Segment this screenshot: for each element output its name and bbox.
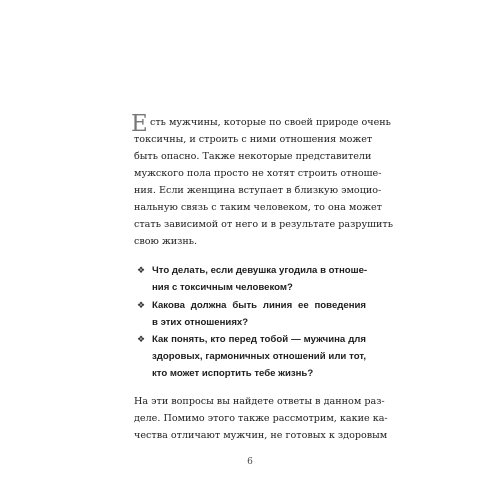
diamond-bullet-icon: ❖ [137, 301, 146, 311]
outro-line: деле. Помимо этого также рассмотрим, какие ка- [134, 413, 388, 424]
intro-line: свою жизнь. [134, 236, 198, 247]
intro-line: сть мужчины, которые по своей природе очень [150, 117, 391, 128]
intro-line: мужского пола просто не хотят строить отноше- [134, 168, 382, 179]
page-number: 6 [247, 457, 253, 467]
question-line: кто может испортить тебе жизнь? [152, 368, 314, 379]
drop-cap: Е [131, 111, 148, 137]
intro-line: нальную связь с таким человеком, то она может [134, 202, 382, 213]
intro-line: токсичны, и строить с ними отношения может [134, 134, 373, 145]
outro-line: На эти вопросы вы найдете ответы в данном раз- [134, 396, 385, 407]
intro-line: быть опасно. Также некоторые представители [134, 151, 372, 162]
question-line: ния с токсичным человеком? [152, 282, 293, 293]
question-line: Что делать, если девушка угодила в отноше- [152, 265, 368, 276]
diamond-bullet-icon: ❖ [137, 266, 146, 276]
question-line: здоровых, гармоничных отношений или тот, [152, 351, 366, 362]
intro-line: ния. Если женщина вступает в близкую эмоцио- [134, 185, 382, 196]
question-line: Какова должна быть линия ее поведения [152, 300, 366, 311]
outro-line: чества отличают мужчин, не готовых к здоровым [134, 430, 388, 441]
question-line: в этих отношениях? [152, 317, 249, 328]
diamond-bullet-icon: ❖ [137, 335, 146, 345]
question-line: Как понять, кто перед тобой — мужчина для [152, 334, 366, 345]
intro-line: стать зависимой от него и в результате разрушить [134, 219, 393, 230]
